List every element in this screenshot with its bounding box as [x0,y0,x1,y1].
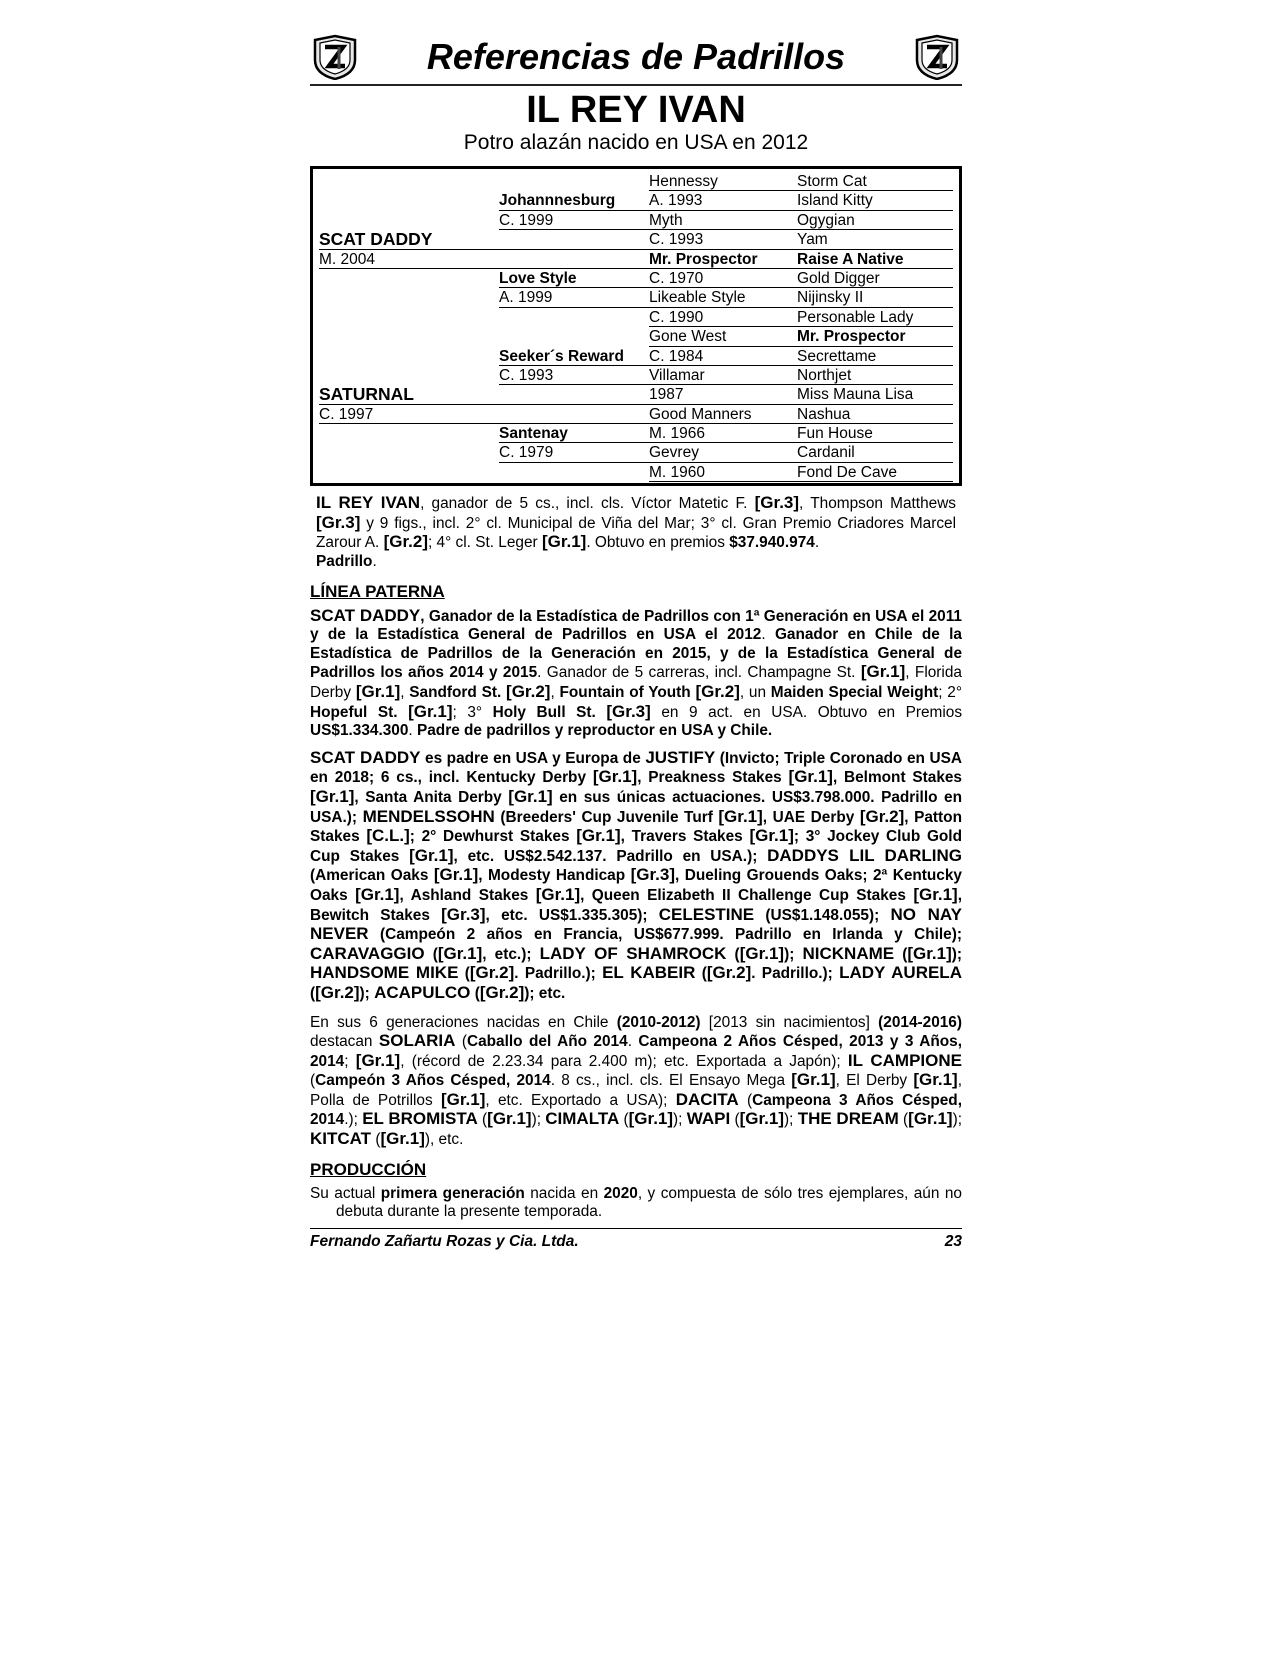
pedigree-row [319,405,953,424]
pedigree-cell: Mr. Prospector [797,328,906,346]
pedigree-row [319,250,953,269]
page-header [310,30,962,86]
pedigree-cell: Santenay [499,425,568,443]
pedigree-cell: Love Style [499,269,577,287]
pedigree-row [319,424,953,443]
pedigree-cell: Nijinsky II [797,289,864,307]
pedigree-cell: SATURNAL [319,384,414,405]
horse-summary: IL REY IVAN, ganador de 5 cs., incl. cls. Víctor Matetic F. [Gr.3], Thompson Matthews [Gr.3] y 9 figs., incl. 2° cl. Municipal de Viña del Mar; 3° cl. Gran Premio Criadores Marcel Zarour A. [Gr.2]; 4° cl. St. Leger [Gr.1]. Obtuvo en premios $37.940.974. Padrillo. [316,493,957,571]
footer-company: Fernando Zañartu Rozas y Cia. Ltda. [310,1232,579,1250]
section-title-produccion: PRODUCCIÓN [310,1159,427,1179]
pedigree-cell: Fond De Cave [797,463,897,481]
paragraph-scat-daddy: SCAT DADDY, Ganador de la Estadística de Padrillos con 1ª Generación en USA el 2011 y de la Estadística General de Padrillos en USA el 2012. Ganador en Chile de la Estadística de Padrillos de la Generación en 2015, y de la Estadística General de Padrillos los años 2014 y 2015. Ganador de 5 carreras, incl. Champagne St. [Gr.1], Florida Derby [Gr.1], Sandford St. [Gr.2], Fountain of Youth [Gr.2], un Maiden Special Weight; 2° Hopeful St. [Gr.1]; 3° Holy Bull St. [Gr.3] en 9 act. en USA. Obtuvo en Premios US$1.334.300. Padre de padrillos y reproductor en USA y Chile. [310,605,963,740]
pedigree-row [319,308,953,327]
pedigree-cell: Cardanil [797,444,855,462]
pedigree-cell: Seeker´s Reward [499,347,624,365]
pedigree-row [319,327,953,346]
pedigree-cell: C. 1990 [649,308,704,326]
page [310,30,962,1253]
pedigree-cell: Johannnesburg [499,192,616,210]
pedigree-cell: M. 2004 [319,250,376,268]
pedigree-cell: Gone West [649,328,727,346]
pedigree-cell: Ogygian [797,211,855,229]
pedigree-cell: Northjet [797,366,852,384]
pedigree-table [310,166,962,486]
zr-logo-icon [312,34,358,80]
pedigree-row [319,191,953,210]
pedigree-row [319,211,953,230]
page-number: 23 [944,1232,962,1250]
pedigree-cell: SCAT DADDY [319,229,433,250]
pedigree-cell: Villamar [649,366,705,384]
pedigree-cell: C. 1997 [319,405,374,423]
pedigree-row [319,366,953,385]
pedigree-cell: Gold Digger [797,269,880,287]
pedigree-cell: Miss Mauna Lisa [797,386,914,404]
paragraph-chile-generations: En sus 6 generaciones nacidas en Chile (2010-2012) [2013 sin nacimientos] (2014-2016) destacan SOLARIA (Caballo del Año 2014. Campeona 2 Años Césped, 2013 y 3 Años, 2014; [Gr.1], (récord de 2.23.34 para 2.400 m); etc. Exportada a Japón); IL CAMPIONE (Campeón 3 Años Césped, 2014. 8 cs., incl. cls. El Ensayo Mega [Gr.1], El Derby [Gr.1], Polla de Potrillos [Gr.1], etc. Exportado a USA); DACITA (Campeona 3 Años Césped, 2014.); EL BROMISTA ([Gr.1]); CIMALTA ([Gr.1]); WAPI ([Gr.1]); THE DREAM ([Gr.1]); KITCAT ([Gr.1]), etc. [310,1013,962,1149]
pedigree-row [319,172,953,191]
pedigree-row [319,443,953,462]
pedigree-cell: C. 1979 [499,444,554,462]
pedigree-cell: Secrettame [797,347,877,365]
pedigree-cell: Personable Lady [797,308,914,326]
pedigree-cell: Gevrey [649,444,699,462]
pedigree-cell: Likeable Style [649,289,746,307]
pedigree-cell: Fun House [797,425,873,443]
zr-logo-icon [914,34,960,80]
page-title: Referencias de Padrillos [426,36,846,77]
pedigree-cell: Yam [797,231,828,249]
pedigree-cell: Nashua [797,405,851,423]
pedigree-cell: C. 1970 [649,269,704,287]
horse-name: IL REY IVAN [526,89,746,131]
pedigree-cell: Hennessy [649,173,718,190]
pedigree-cell: Island Kitty [797,192,873,210]
horse-description: Potro alazán nacido en USA en 2012 [463,131,809,154]
pedigree-cell: C. 1984 [649,347,704,365]
paragraph-scat-daddy-offspring: SCAT DADDY es padre en USA y Europa de JUSTIFY (Invicto; Triple Coronado en USA en 2018; 6 cs., incl. Kentucky Derby [Gr.1], Preakness Stakes [Gr.1], Belmont Stakes [Gr.1], Santa Anita Derby [Gr.1] en sus únicas actuaciones. US$3.798.000. Padrillo en USA.); MENDELSSOHN (Breeders' Cup Juvenile Turf [Gr.1], UAE Derby [Gr.2], Patton Stakes [C.L.]; 2° Dewhurst Stakes [Gr.1], Travers Stakes [Gr.1]; 3° Jockey Club Gold Cup Stakes [Gr.1], etc. US$2.542.137. Padrillo en USA.); DADDYS LIL DARLING (American Oaks [Gr.1], Modesty Handicap [Gr.3], Dueling Grouends Oaks; 2ª Kentucky Oaks [Gr.1], Ashland Stakes [Gr.1], Queen Elizabeth II Challenge Cup Stakes [Gr.1], Bewitch Stakes [Gr.3], etc. US$1.335.305); CELESTINE (US$1.148.055); NO NAY NEVER (Campeón 2 años en Francia, US$677.999. Padrillo en Irlanda y Chile); CARAVAGGIO ([Gr.1], etc.); LADY OF SHAMROCK ([Gr.1]); NICKNAME ([Gr.1]); HANDSOME MIKE ([Gr.2]. Padrillo.); EL KABEIR ([Gr.2]. Padrillo.); LADY AURELA ([Gr.2]); ACAPULCO ([Gr.2]); etc. [310,747,963,1002]
pedigree-cell: M. 1966 [649,425,706,443]
paragraph-produccion: Su actual primera generación nacida en 2020, y compuesta de sólo tres ejemplares, aún no debuta durante la presente temporada. [310,1184,962,1221]
pedigree-cell: A. 1999 [499,289,553,307]
pedigree-cell: Raise A Native [797,250,904,268]
page-footer [310,1228,962,1253]
pedigree-cell: C. 1993 [499,366,554,384]
pedigree-row [319,230,953,249]
pedigree-cell: C. 1999 [499,211,554,229]
section-title-linea-paterna: LÍNEA PATERNA [310,581,445,601]
pedigree-row [319,269,953,288]
pedigree-cell: 1987 [649,386,684,404]
pedigree-row [319,463,953,482]
pedigree-row [319,347,953,366]
pedigree-cell: Mr. Prospector [649,250,758,268]
pedigree-row [319,288,953,307]
pedigree-cell: C. 1993 [649,231,704,249]
pedigree-row [319,385,953,404]
pedigree-cell: M. 1960 [649,463,706,481]
pedigree-cell: Myth [649,211,683,229]
pedigree-cell: Good Manners [649,405,752,423]
pedigree-cell: Storm Cat [797,173,867,190]
pedigree-cell: A. 1993 [649,192,703,210]
